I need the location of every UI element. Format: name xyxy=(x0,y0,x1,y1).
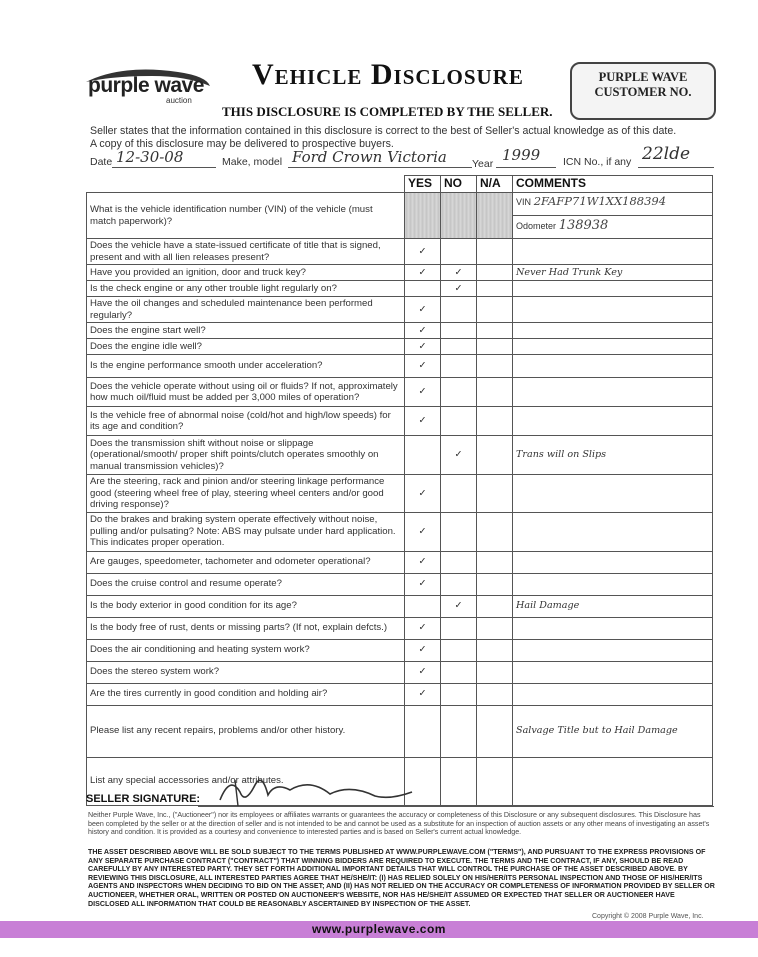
yes-checkbox[interactable] xyxy=(405,193,441,239)
yes-checkbox[interactable]: ✓ xyxy=(405,407,441,436)
yes-checkbox[interactable] xyxy=(405,595,441,617)
table-row xyxy=(87,281,713,297)
logo-wordmark: purple wave xyxy=(88,74,204,97)
no-checkbox[interactable] xyxy=(441,757,477,805)
no-checkbox[interactable] xyxy=(441,239,477,265)
na-checkbox[interactable] xyxy=(477,512,513,551)
table-row xyxy=(87,239,713,265)
question-cell: Is the body free of rust, dents or missing parts? (If not, explain defcts.) xyxy=(87,617,405,639)
page-subtitle: THIS DISCLOSURE IS COMPLETED BY THE SELLER. xyxy=(222,104,553,119)
comment-cell[interactable] xyxy=(513,475,713,513)
no-checkbox[interactable] xyxy=(441,639,477,661)
no-checkbox[interactable] xyxy=(441,683,477,705)
question-cell: Does the vehicle operate without using oil or fluids? If not, approximately how much oil/fluid must be added per 3,000 miles of operation? xyxy=(87,378,405,407)
no-checkbox[interactable] xyxy=(441,378,477,407)
footer-url[interactable]: www.purplewave.com xyxy=(0,921,758,938)
table-header-row xyxy=(87,176,713,193)
yes-checkbox[interactable]: ✓ xyxy=(405,378,441,407)
question-cell: Does the vehicle have a state-issued certificate of title that is signed, present and with all lien releases present? xyxy=(87,239,405,265)
customer-box-line1: PURPLE WAVE xyxy=(598,70,688,84)
date-label: Date xyxy=(90,156,113,168)
no-checkbox[interactable] xyxy=(441,573,477,595)
yes-checkbox[interactable]: ✓ xyxy=(405,661,441,683)
comment-cell[interactable]: Never Had Trunk Key xyxy=(513,265,713,281)
na-checkbox[interactable] xyxy=(477,757,513,805)
no-checkbox[interactable] xyxy=(441,193,477,239)
no-checkbox[interactable] xyxy=(441,512,477,551)
no-checkbox[interactable] xyxy=(441,551,477,573)
question-cell: Are the tires currently in good condition and holding air? xyxy=(87,683,405,705)
table-row xyxy=(87,551,713,573)
table-row xyxy=(87,705,713,757)
no-checkbox[interactable] xyxy=(441,661,477,683)
table-row xyxy=(87,683,713,705)
yes-checkbox[interactable] xyxy=(405,705,441,757)
no-checkbox[interactable] xyxy=(441,407,477,436)
year-value: 1999 xyxy=(502,146,541,164)
question-cell: Does the engine idle well? xyxy=(87,339,405,355)
header-comments: COMMENTS xyxy=(513,176,713,193)
header-na: N/A xyxy=(477,176,513,193)
na-checkbox[interactable] xyxy=(477,281,513,297)
make-model-value: Ford Crown Victoria xyxy=(292,148,447,166)
na-checkbox[interactable] xyxy=(477,661,513,683)
make-model-label: Make, model xyxy=(222,156,283,168)
comment-cell[interactable] xyxy=(513,512,713,551)
na-checkbox[interactable] xyxy=(477,355,513,378)
table-row xyxy=(87,407,713,436)
question-cell: Are the steering, rack and pinion and/or steering linkage performance good (steering wheel free of play, steering wheel centers and/or good driving response)? xyxy=(87,475,405,513)
comment-cell[interactable] xyxy=(513,407,713,436)
yes-checkbox[interactable]: ✓ xyxy=(405,683,441,705)
odometer-label: Odometer xyxy=(516,220,557,231)
yes-checkbox[interactable]: ✓ xyxy=(405,512,441,551)
na-checkbox[interactable] xyxy=(477,407,513,436)
table-row xyxy=(87,512,713,551)
yes-checkbox[interactable]: ✓ xyxy=(405,617,441,639)
header-no: NO xyxy=(441,176,477,193)
table-row xyxy=(87,573,713,595)
table-row xyxy=(87,595,713,617)
question-cell: Please list any recent repairs, problems and/or other history. xyxy=(87,705,405,757)
table-row xyxy=(87,323,713,339)
seller-signature xyxy=(200,770,420,810)
question-cell: Have you provided an ignition, door and truck key? xyxy=(87,265,405,281)
no-checkbox[interactable] xyxy=(441,705,477,757)
question-cell: What is the vehicle identification number (VIN) of the vehicle (must match paperwork)? xyxy=(87,193,405,239)
question-cell: Does the transmission shift without noise or slippage (operational/smooth/ proper shift points/clutch operates smoothly on manual transmission vehicles)? xyxy=(87,436,405,475)
na-checkbox[interactable] xyxy=(477,475,513,513)
comment-cell[interactable] xyxy=(513,239,713,265)
na-checkbox[interactable] xyxy=(477,436,513,475)
na-checkbox[interactable] xyxy=(477,265,513,281)
header-question xyxy=(87,176,405,193)
na-checkbox[interactable] xyxy=(477,378,513,407)
purple-wave-logo xyxy=(82,66,212,110)
comment-cell[interactable] xyxy=(513,193,713,239)
seller-signature-label: SELLER SIGNATURE: xyxy=(86,793,201,805)
no-checkbox[interactable]: ✓ xyxy=(441,265,477,281)
table-row xyxy=(87,617,713,639)
yes-checkbox[interactable] xyxy=(405,436,441,475)
na-checkbox[interactable] xyxy=(477,297,513,323)
legal-terms-text: THE ASSET DESCRIBED ABOVE WILL BE SOLD SUBJECT TO THE TERMS PUBLISHED AT WWW.PURPLEWAVE.COM ("TERMS"), AND PURSUANT TO THE EXPRESS PROVISIONS OF ANY SEPARATE PURCHASE CONTRACT ("CONTRACT") THAT WINNING BIDDERS ARE REQUIRED TO EXECUTE. THE TERMS AND THE CONTRACT, IF ANY, SHOULD BE READ CAREFULLY BY ANY INTERESTED PARTY. THEY SET FORTH ADDITIONAL IMPORTANT DETAILS THAT WILL CONTROL THE PURCHASE OF THE ASSET DESCRIBED ABOVE. BY REVIEWING THIS DISCLOSURE, ALL INTERESTED PARTIES AGREE THAT HE/SHE/IT: (I) HAS RELIED SOLELY ON HIS/HER/ITS PERSONAL INSPECTION AND THOSE OF HIS/HER/ITS AGENTS AND INSPECTORS WHEN DECIDING TO BID ON THE ASSET; AND (II) HAS NOT RELIED ON THE ACCURACY OR COMPLETENESS OF INFORMATION PROVIDED BY SELLER OR AUCTIONEER, WHETHER ORAL, WRITTEN OR POSTED ON AUCTIONEER'S WEBSITE, NOR HAS HE/SHE/IT ASSUMED OR EXPECTED THAT SELLER OR AUCTIONEER HAVE DISCLOSED ALL INFORMATION THAT COULD BE REASONABLY ASCERTAINED BY INSPECTION OF THE ASSET. xyxy=(88,848,715,908)
customer-number-box xyxy=(570,62,716,120)
question-cell: Are gauges, speedometer, tachometer and odometer operational? xyxy=(87,551,405,573)
no-checkbox[interactable] xyxy=(441,323,477,339)
copyright-text: Copyright © 2008 Purple Wave, Inc. xyxy=(592,913,704,920)
comment-cell[interactable]: Salvage Title but to Hail Damage xyxy=(513,705,713,757)
intro-line1: Seller states that the information contained in this disclosure is correct to the best of Seller's actual knowledge as of this date. xyxy=(90,125,677,137)
no-checkbox[interactable]: ✓ xyxy=(441,436,477,475)
yes-checkbox[interactable]: ✓ xyxy=(405,639,441,661)
page-title: Vehicle Disclosure xyxy=(252,58,524,91)
table-row xyxy=(87,639,713,661)
no-checkbox[interactable] xyxy=(441,297,477,323)
table-row xyxy=(87,378,713,407)
question-cell: Is the body exterior in good condition for its age? xyxy=(87,595,405,617)
question-cell: Do the brakes and braking system operate effectively without noise, pulling and/or pulsating? Note: ABS may pulsate under hard application. This indicates proper operation. xyxy=(87,512,405,551)
table-row xyxy=(87,661,713,683)
question-cell: Is the check engine or any other trouble light regularly on? xyxy=(87,281,405,297)
question-cell: Is the engine performance smooth under acceleration? xyxy=(87,355,405,378)
header-yes: YES xyxy=(405,176,441,193)
question-cell: List any special accessories and/or attributes. xyxy=(87,757,405,805)
yes-checkbox[interactable]: ✓ xyxy=(405,551,441,573)
question-cell: Does the stereo system work? xyxy=(87,661,405,683)
question-cell: Does the engine start well? xyxy=(87,323,405,339)
comment-cell[interactable] xyxy=(513,297,713,323)
comment-cell[interactable] xyxy=(513,639,713,661)
yes-checkbox[interactable]: ✓ xyxy=(405,573,441,595)
odometer-line xyxy=(513,216,712,238)
no-checkbox[interactable] xyxy=(441,617,477,639)
yes-checkbox[interactable]: ✓ xyxy=(405,239,441,265)
na-checkbox[interactable] xyxy=(477,595,513,617)
table-row xyxy=(87,297,713,323)
yes-checkbox[interactable]: ✓ xyxy=(405,265,441,281)
intro-line2: A copy of this disclosure may be delivered to prospective buyers. xyxy=(90,138,394,150)
table-row xyxy=(87,339,713,355)
na-checkbox[interactable] xyxy=(477,323,513,339)
yes-checkbox[interactable]: ✓ xyxy=(405,297,441,323)
vin-label: VIN xyxy=(516,196,532,207)
question-cell: Is the vehicle free of abnormal noise (cold/hot and high/low speeds) for its age and condition? xyxy=(87,407,405,436)
vin-line xyxy=(513,194,712,216)
na-checkbox[interactable] xyxy=(477,705,513,757)
comment-cell[interactable] xyxy=(513,551,713,573)
comment-cell[interactable] xyxy=(513,339,713,355)
na-checkbox[interactable] xyxy=(477,617,513,639)
no-checkbox[interactable]: ✓ xyxy=(441,595,477,617)
date-value: 12-30-08 xyxy=(116,148,184,166)
comment-cell[interactable] xyxy=(513,378,713,407)
customer-box-line2: CUSTOMER NO. xyxy=(594,85,692,99)
na-checkbox[interactable] xyxy=(477,639,513,661)
comment-cell[interactable] xyxy=(513,323,713,339)
na-checkbox[interactable] xyxy=(477,239,513,265)
table-row xyxy=(87,355,713,378)
no-checkbox[interactable] xyxy=(441,355,477,378)
table-row xyxy=(87,436,713,475)
comment-cell[interactable] xyxy=(513,573,713,595)
na-checkbox[interactable] xyxy=(477,193,513,239)
question-cell: Does the cruise control and resume operate? xyxy=(87,573,405,595)
vin-value: 2FAFP71W1XX188394 xyxy=(533,193,667,208)
yes-checkbox[interactable]: ✓ xyxy=(405,323,441,339)
comment-cell[interactable] xyxy=(513,661,713,683)
no-checkbox[interactable]: ✓ xyxy=(441,281,477,297)
comment-cell[interactable] xyxy=(513,683,713,705)
no-checkbox[interactable] xyxy=(441,475,477,513)
logo-subtext: auction xyxy=(166,96,192,105)
yes-checkbox[interactable]: ✓ xyxy=(405,339,441,355)
na-checkbox[interactable] xyxy=(477,683,513,705)
na-checkbox[interactable] xyxy=(477,339,513,355)
comment-cell[interactable]: Trans will on Slips xyxy=(513,436,713,475)
icn-value: 22lde xyxy=(642,144,691,164)
no-checkbox[interactable] xyxy=(441,339,477,355)
yes-checkbox[interactable]: ✓ xyxy=(405,475,441,513)
icn-label: ICN No., if any xyxy=(563,156,632,168)
question-cell: Does the air conditioning and heating system work? xyxy=(87,639,405,661)
yes-checkbox[interactable]: ✓ xyxy=(405,355,441,378)
comment-cell[interactable] xyxy=(513,757,713,805)
comment-cell[interactable]: Hail Damage xyxy=(513,595,713,617)
comment-cell[interactable] xyxy=(513,281,713,297)
disclosure-table xyxy=(86,175,713,806)
comment-cell[interactable] xyxy=(513,355,713,378)
yes-checkbox[interactable] xyxy=(405,281,441,297)
disclaimer-text: Neither Purple Wave, Inc., ("Auctioneer") nor its employees or affiliates warrants or guarantees the accuracy or completeness of this Disclosure or any subsequent disclosures. This Disclosure has been completed by the seller or at the direction of seller and is not intended to be and cannot be used as a substitute for an inspection of auction assets or any other means of investigating an asset's history and condition. It is provided as a courtesy and convenience to interested parties and is based on Seller's current actual knowledge. xyxy=(88,811,710,837)
table-row xyxy=(87,265,713,281)
odometer-value: 138938 xyxy=(558,217,609,233)
table-row xyxy=(87,193,713,239)
na-checkbox[interactable] xyxy=(477,551,513,573)
question-cell: Have the oil changes and scheduled maintenance been performed regularly? xyxy=(87,297,405,323)
year-label: Year xyxy=(472,158,494,170)
table-row xyxy=(87,475,713,513)
comment-cell[interactable] xyxy=(513,617,713,639)
na-checkbox[interactable] xyxy=(477,573,513,595)
